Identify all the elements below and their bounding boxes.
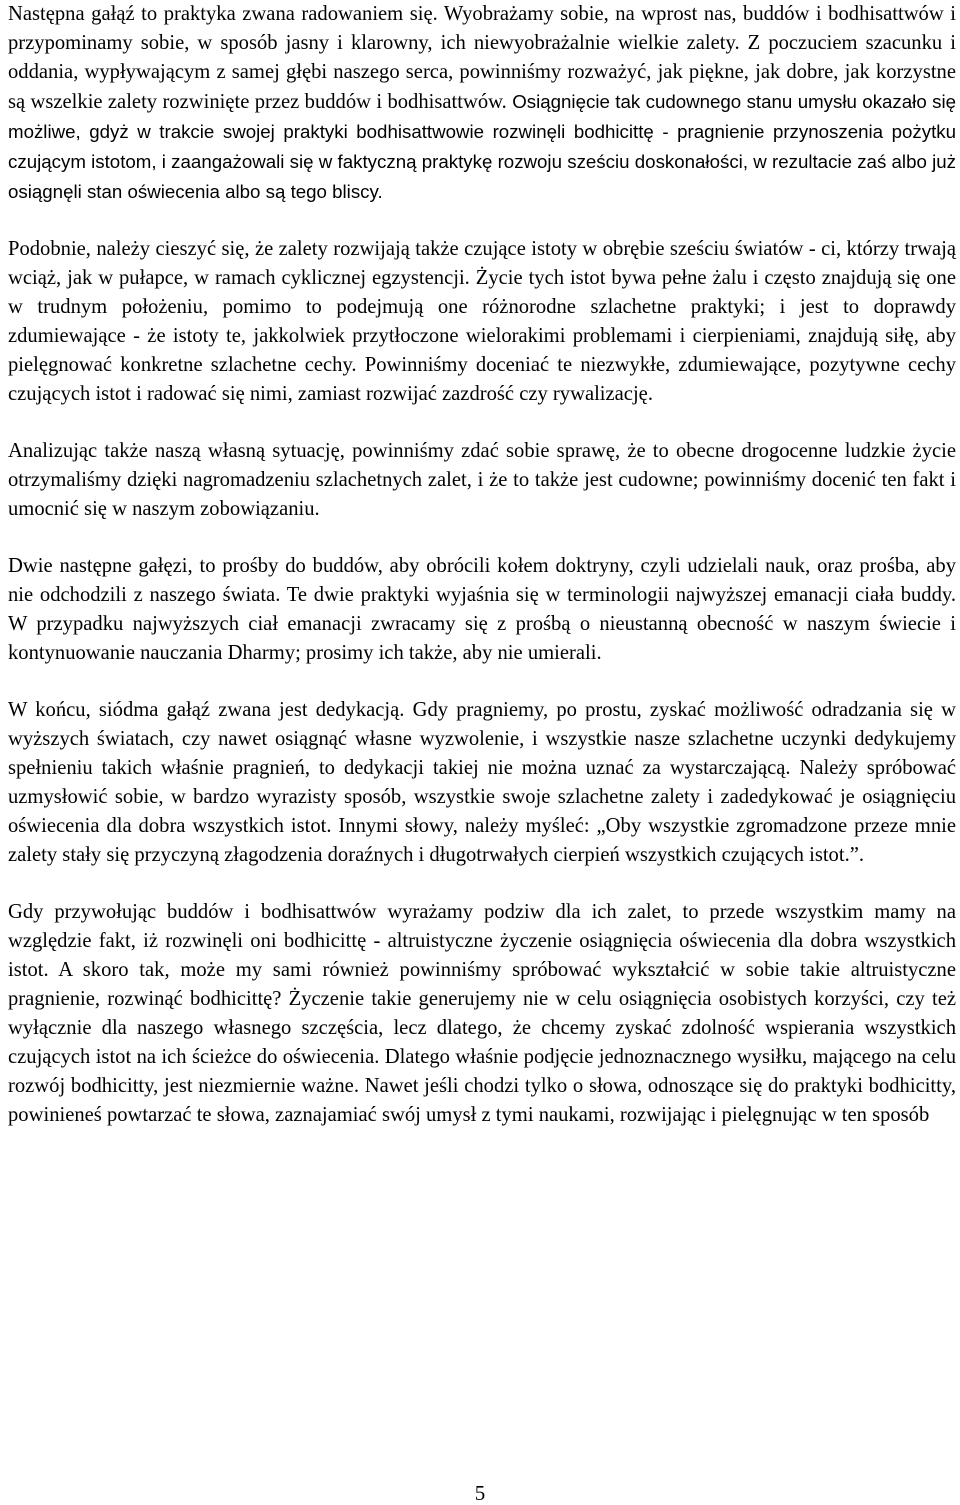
paragraph-1-sans-part: Osiągnięcie tak cudownego stanu umysłu okazało się możliwe, gdyż w trakcie swojej praktyki bodhisattwowie rozwinęli bodhicittę - pragnienie przynoszenia pożytku czującym istotom, i zaangażowali się w faktyczną praktykę rozwoju sześciu doskonałości, w rezultacie zaś albo już osiągnęli stan oświecenia albo są tego bliscy. bbox=[8, 91, 957, 202]
document-page bbox=[8, 0, 956, 1130]
page-number: 5 bbox=[474, 1481, 486, 1505]
paragraph-5: W końcu, siódma gałąź zwana jest dedykacją. Gdy pragniemy, po prostu, zyskać możliwość odradzania się w wyższych światach, czy nawet osiągnąć własne wyzwolenie, i wszystkie nasze szlachetne uczynki dedykujemy spełnieniu takich właśnie pragnień, to dedykacji takiej nie można uznać za wystarczającą. Należy spróbować uzmysłowić sobie, w bardzo wyrazisty sposób, wszystkie swoje szlachetne zalety i zadedykować je osiągnięciu oświecenia dla dobra wszystkich istot. Innymi słowy, należy myśleć: „Oby wszystkie zgromadzone przeze mnie zalety stały się przyczyną złagodzenia doraźnych i długotrwałych cierpień wszystkich czujących istot.”. bbox=[8, 699, 956, 866]
paragraph-3: Analizując także naszą własną sytuację, powinniśmy zdać sobie sprawę, że to obecne drogocenne ludzkie życie otrzymaliśmy dzięki nagromadzeniu szlachetnych zalet, i że to także jest cudowne; powinniśmy docenić ten fakt i umocnić się w naszym zobowiązaniu. bbox=[8, 440, 956, 520]
paragraph-4: Dwie następne gałęzi, to prośby do buddów, aby obrócili kołem doktryny, czyli udzielali nauk, oraz prośba, aby nie odchodzili z naszego świata. Te dwie praktyki wyjaśnia się w terminologii najwyższej emanacji ciała buddy. W przypadku najwyższych ciał emanacji zwracamy się z prośbą o nieustanną obecność w naszym świecie i kontynuowanie nauczania Dharmy; prosimy ich także, aby nie umierali. bbox=[8, 555, 956, 664]
paragraph-2: Podobnie, należy cieszyć się, że zalety rozwijają także czujące istoty w obrębie sześciu światów - ci, którzy trwają wciąż, jak w pułapce, w ramach cyklicznej egzystencji. Życie tych istot bywa pełne żalu i często znajdują się one w trudnym położeniu, pomimo to podejmują one różnorodne szlachetne praktyki; i jest to doprawdy zdumiewające - że istoty te, jakkolwiek przytłoczone wielorakimi problemami i cierpieniami, znajdują siłę, aby pielęgnować konkretne szlachetne cechy. Powinniśmy doceniać te niezwykłe, zdumiewające, pozytywne cechy czujących istot i radować się nimi, zamiast rozwijać zazdrość czy rywalizację. bbox=[8, 238, 956, 405]
paragraph-1-serif-part: Następna gałąź to praktyka zwana radowaniem się. Wyobrażamy sobie, na wprost nas, buddów i bodhisattwów i przypominamy sobie, w sposób jasny i klarowny, ich niewyobrażalnie wielkie zalety. Z poczuciem szacunku i oddania, wypływającym z samej głębi naszego serca, powinniśmy rozważyć, jak piękne, jak dobre, jak korzystne są wszelkie zalety rozwinięte przez buddów i bodhisattwów. bbox=[8, 3, 956, 113]
paragraph-1 bbox=[8, 0, 956, 207]
paragraph-6: Gdy przywołując buddów i bodhisattwów wyrażamy podziw dla ich zalet, to przede wszystkim mamy na względzie fakt, iż rozwinęli oni bodhicittę - altruistyczne życzenie osiągnięcia oświecenia dla dobra wszystkich istot. A skoro tak, może my sami również powinniśmy spróbować wykształcić w sobie takie altruistyczne pragnienie, rozwinąć bodhicittę? Życzenie takie generujemy nie w celu osiągnięcia osobistych korzyści, czy też wyłącznie dla naszego własnego szczęścia, lecz dlatego, że chcemy zyskać zdolność wspierania wszystkich czujących istot na ich ścieżce do oświecenia. Dlatego właśnie podjęcie jednoznacznego wysiłku, mającego na celu rozwój bodhicitty, jest niezmiernie ważne. Nawet jeśli chodzi tylko o słowa, odnoszące się do praktyki bodhicitty, powinieneś powtarzać te słowa, zaznajamiać swój umysł z tymi naukami, rozwijając i pielęgnując w ten sposób bbox=[8, 901, 956, 1126]
